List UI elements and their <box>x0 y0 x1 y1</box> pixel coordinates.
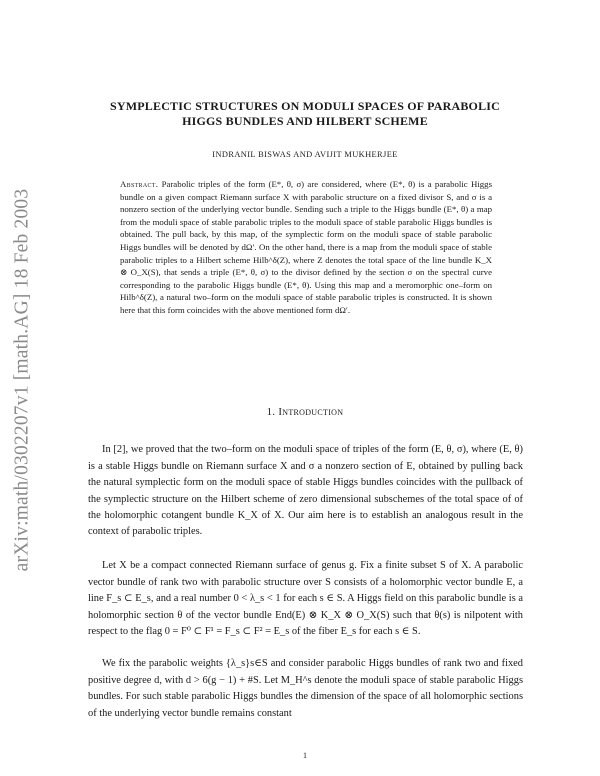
intro-paragraph-1: In [2], we proved that the two–form on the moduli space of triples of the form (E, θ, σ), where (E, θ) is a stable Higgs bundle on Riemann surface X and σ a nonzero section of E, obtained by pulling back the natural symplectic form on the moduli space of stable Higgs bundles coincides with the pullback of the symplectic structure on the Hilbert scheme of zero dimensional subschemes of the total space of of the holomorphic cotangent bundle K_X of X. Our aim here is to establish an analogous result in the context of parabolic triples. <box>88 444 523 538</box>
arxiv-side-stamp <box>8 165 36 595</box>
intro-paragraph-2: Let X be a compact connected Riemann surface of genus g. Fix a finite subset S of X. A parabolic vector bundle of rank two with parabolic structure over S consists of a holomorphic vector bundle E, a line F_s ⊂ E_s, and a real number 0 < λ_s < 1 for each s ∈ S. A Higgs field on this parabolic bundle is a holomorphic section θ of the vector bundle End(E) ⊗ K_X ⊗ O_X(S) such that θ(s) is nilpotent with respect to the flag 0 = F⁰ ⊂ F¹ = F_s ⊂ F² = E_s of the fiber E_s for each s ∈ S. <box>88 560 523 638</box>
title-line-1: SYMPLECTIC STRUCTURES ON MODULI SPACES OF PARABOLIC <box>109 99 501 113</box>
section-number: 1. <box>266 406 276 418</box>
page-number: 1 <box>303 751 307 760</box>
section-heading <box>60 406 550 418</box>
paper-authors: INDRANIL BISWAS AND AVIJIT MUKHERJEE <box>212 150 398 159</box>
section-title: Introduction <box>278 406 344 418</box>
abstract <box>120 178 492 317</box>
paper-title <box>60 99 550 129</box>
arxiv-identifier: arXiv:math/0302207v1 [math.AG] 18 Feb 2003 <box>11 188 32 572</box>
abstract-text: Parabolic triples of the form (E*, θ, σ) are considered, where (E*, θ) is a parabolic Higgs bundle on a given compact Riemann surface X with parabolic structure on a fixed divisor S, and σ is a nonzero section of the underlying vector bundle. Sending such a triple to the Higgs bundle (E*, θ) a map from the moduli space of stable parabolic triples to the moduli space of stable parabolic Higgs bundles is obtained. The pull back, by this map, of the symplectic form on the moduli space of stable parabolic Higgs bundles will be denoted by dΩ′. On the other hand, there is a map from the moduli space of stable parabolic triples to a Hilbert scheme Hilb^δ(Z), where Z denotes the total space of the line bundle K_X ⊗ O_X(S), that sends a triple (E*, θ, σ) to the divisor defined by the section σ on the spectral curve corresponding to the parabolic Higgs bundle (E*, θ). Using this map and a meromorphic one–form on Hilb^δ(Z), a natural two–form on the moduli space of stable parabolic triples is constructed. It is shown here that this form coincides with the above mentioned form dΩ′. <box>120 179 492 315</box>
title-line-2: HIGGS BUNDLES AND HILBERT SCHEME <box>182 114 428 128</box>
abstract-label: Abstract. <box>120 179 159 189</box>
intro-paragraph-3: We fix the parabolic weights {λ_s}s∈S and consider parabolic Higgs bundles of rank two and fixed positive degree d, with d > 6(g − 1) + #S. Let M_H^s denote the moduli space of stable parabolic Higgs bundles. For such stable parabolic Higgs bundles the dimension of the space of all holomorphic sections of the underlying vector bundle remains constant <box>88 658 523 719</box>
